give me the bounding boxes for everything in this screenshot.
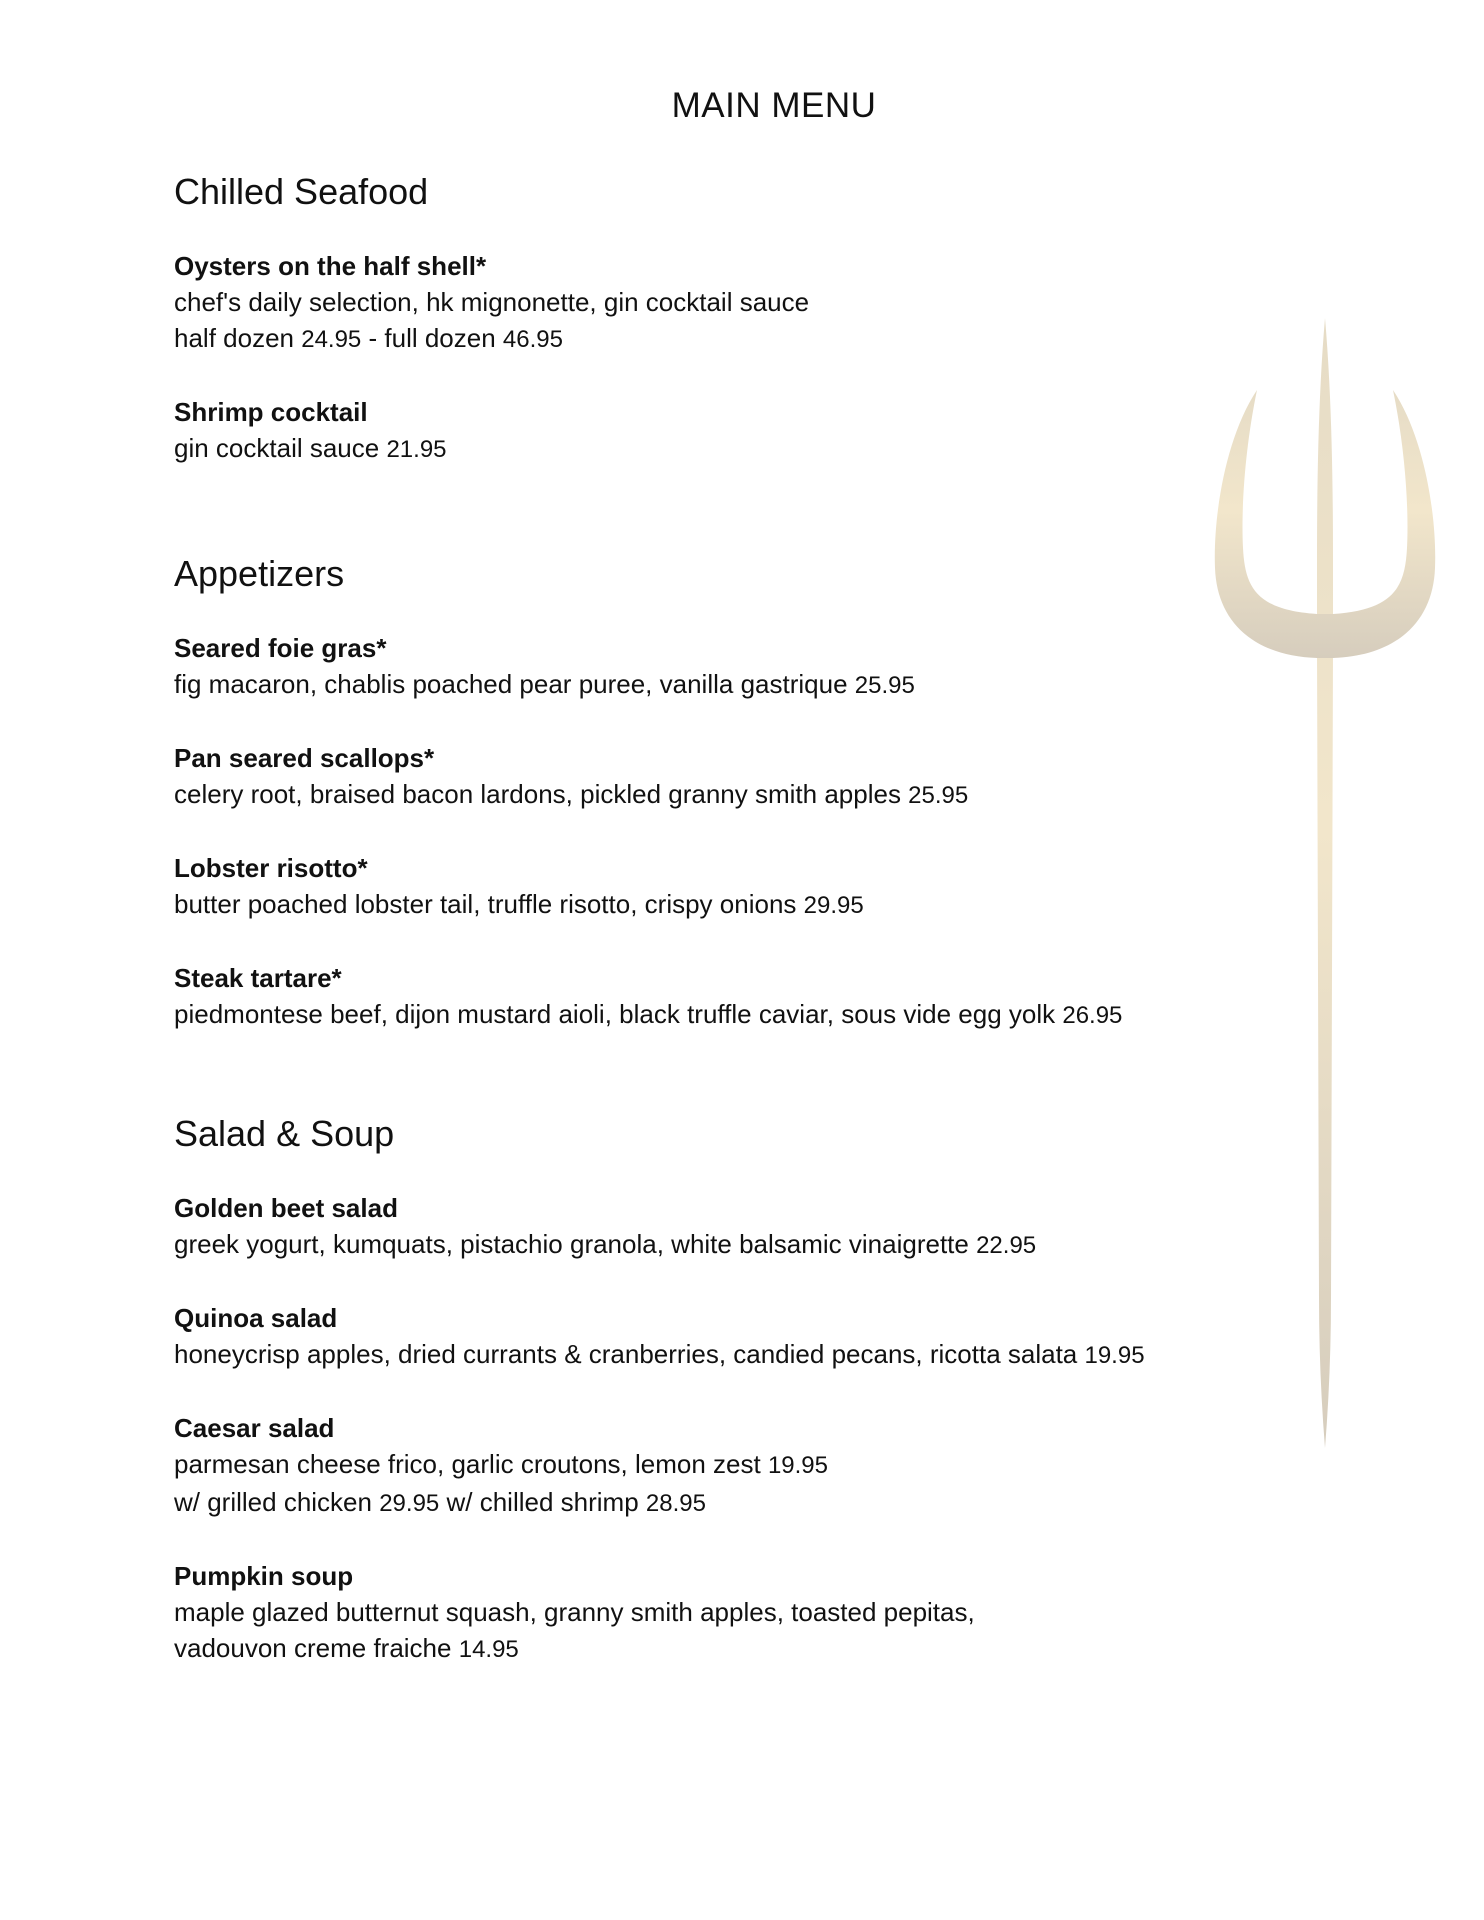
item-name: Caesar salad <box>174 1413 335 1443</box>
item-description: gin cocktail sauce 21.95 <box>174 433 447 463</box>
item-name: Shrimp cocktail <box>174 397 368 427</box>
item-description: half dozen 24.95 - full dozen 46.95 <box>174 323 563 353</box>
menu-item <box>174 850 1122 924</box>
item-name: Lobster risotto* <box>174 853 368 883</box>
menu-item <box>174 630 1122 704</box>
item-price: 14.95 <box>458 1636 519 1663</box>
item-name: Seared foie gras* <box>174 633 387 663</box>
menu-item <box>174 248 809 358</box>
item-description: chef's daily selection, hk mignonette, gin cocktail sauce <box>174 287 810 317</box>
section-salad-soup <box>174 1112 1145 1704</box>
section-chilled-seafood <box>174 170 809 504</box>
section-title: Chilled Seafood <box>174 171 429 212</box>
item-description: fig macaron, chablis poached pear puree, vanilla gastrique 25.95 <box>174 669 915 699</box>
trident-icon <box>1205 318 1445 1448</box>
item-description: piedmontese beef, dijon mustard aioli, black truffle caviar, sous vide egg yolk 26.95 <box>174 999 1123 1029</box>
item-price: 46.95 <box>502 326 563 353</box>
item-name: Steak tartare* <box>174 963 342 993</box>
item-price: 19.95 <box>1084 1342 1145 1369</box>
menu-item <box>174 1300 1145 1374</box>
item-name: Golden beet salad <box>174 1193 398 1223</box>
item-price: 21.95 <box>386 436 447 463</box>
page-title: MAIN MENU <box>671 86 877 125</box>
section-appetizers <box>174 552 1122 1070</box>
item-price: 25.95 <box>854 672 915 699</box>
item-price: 28.95 <box>645 1490 706 1517</box>
section-title: Appetizers <box>174 553 345 594</box>
item-description: maple glazed butternut squash, granny smith apples, toasted pepitas, <box>174 1597 975 1627</box>
menu-item <box>174 1558 1145 1668</box>
menu-item <box>174 1410 1145 1522</box>
item-description: butter poached lobster tail, truffle risotto, crispy onions 29.95 <box>174 889 864 919</box>
item-name: Pumpkin soup <box>174 1561 354 1591</box>
section-title: Salad & Soup <box>174 1113 395 1154</box>
item-name: Quinoa salad <box>174 1303 338 1333</box>
item-price: 29.95 <box>379 1490 440 1517</box>
item-price: 19.95 <box>767 1452 828 1479</box>
menu-item <box>174 960 1122 1034</box>
menu-item <box>174 1190 1145 1264</box>
menu-item <box>174 394 809 468</box>
item-price: 26.95 <box>1062 1002 1123 1029</box>
item-description: celery root, braised bacon lardons, pickled granny smith apples 25.95 <box>174 779 969 809</box>
item-price: 25.95 <box>908 782 969 809</box>
item-description: honeycrisp apples, dried currants & cranberries, candied pecans, ricotta salata 19.95 <box>174 1339 1145 1369</box>
item-description: parmesan cheese frico, garlic croutons, lemon zest 19.95 <box>174 1449 828 1479</box>
item-name: Oysters on the half shell* <box>174 251 487 281</box>
item-description: vadouvon creme fraiche 14.95 <box>174 1633 519 1663</box>
item-price: 22.95 <box>976 1232 1037 1259</box>
item-price: 29.95 <box>803 892 864 919</box>
item-description: greek yogurt, kumquats, pistachio granola, white balsamic vinaigrette 22.95 <box>174 1229 1037 1259</box>
item-description: w/ grilled chicken 29.95 w/ chilled shrimp 28.95 <box>174 1487 706 1517</box>
menu-item <box>174 740 1122 814</box>
item-price: 24.95 <box>301 326 362 353</box>
item-name: Pan seared scallops* <box>174 743 435 773</box>
